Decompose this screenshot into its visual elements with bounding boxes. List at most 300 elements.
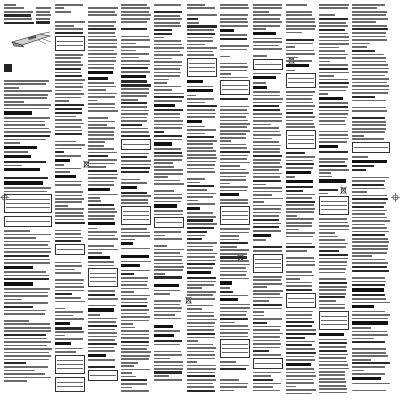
text-line (220, 25, 248, 27)
text-line (253, 48, 282, 50)
text-line (253, 113, 282, 115)
text-line (55, 219, 84, 221)
text-line (187, 368, 216, 370)
text-line (286, 211, 314, 213)
text-line (319, 278, 346, 280)
text-line (55, 108, 82, 110)
spec-table-row (57, 369, 83, 372)
text-line (154, 330, 180, 332)
text-line (352, 68, 389, 70)
text-line (220, 73, 231, 75)
paragraph-gap (352, 173, 390, 175)
text-line (352, 390, 386, 392)
text-line (220, 202, 248, 204)
text-line (253, 223, 281, 225)
text-line (187, 25, 217, 27)
text-line (88, 32, 115, 34)
text-line (187, 182, 200, 184)
text-line (286, 39, 314, 41)
text-line (154, 190, 174, 192)
text-line (286, 105, 315, 107)
text-line (154, 47, 184, 49)
text-line (220, 169, 246, 171)
text-line (352, 117, 385, 119)
text-line (4, 370, 35, 372)
text-line (4, 14, 31, 16)
text-line (352, 156, 368, 158)
text-line (88, 103, 115, 105)
text-line (352, 4, 385, 6)
text-line (187, 305, 213, 307)
text-line (352, 121, 386, 123)
text-line (319, 225, 349, 227)
text-line (121, 358, 149, 360)
spec-table (55, 355, 85, 374)
text-line (121, 270, 150, 272)
text-line (187, 164, 215, 166)
text-line (154, 51, 180, 53)
text-line (253, 4, 282, 6)
spec-table (187, 58, 217, 77)
text-line (220, 186, 248, 188)
text-line (286, 337, 305, 339)
text-line (220, 70, 247, 72)
text-line (352, 39, 387, 41)
text-line (253, 91, 280, 93)
text-line (4, 108, 49, 110)
paragraph-gap (55, 258, 85, 260)
text-line (253, 180, 281, 182)
text-line (55, 184, 81, 186)
text-line (286, 32, 302, 34)
spec-table (88, 268, 118, 287)
text-line (253, 329, 280, 331)
text-line (121, 7, 150, 9)
text-line (352, 210, 387, 212)
text-line (352, 202, 386, 204)
section-heading (88, 308, 114, 311)
text-line (187, 47, 217, 49)
text-line (352, 32, 386, 34)
text-line (220, 63, 247, 65)
text-line (220, 120, 248, 122)
text-line (36, 7, 51, 9)
text-line (352, 213, 385, 215)
text-line (154, 276, 182, 278)
text-line (319, 218, 347, 220)
text-line (55, 83, 83, 85)
section-heading (286, 180, 313, 183)
paragraph-gap (154, 280, 184, 282)
text-line (55, 191, 83, 193)
text-line (253, 293, 280, 295)
text-line (121, 277, 148, 279)
text-line (286, 243, 312, 245)
spec-table (4, 216, 52, 227)
text-line (55, 133, 82, 135)
section-heading (319, 179, 346, 182)
text-line (154, 358, 170, 360)
text-line (4, 97, 47, 99)
text-line (121, 390, 149, 392)
text-line (286, 25, 316, 27)
text-line (187, 168, 214, 170)
text-line (88, 321, 116, 323)
text-line (220, 246, 237, 248)
text-line (286, 329, 316, 331)
text-line (352, 331, 387, 333)
text-line (352, 252, 387, 254)
text-line (253, 300, 269, 302)
text-line (4, 135, 50, 137)
text-line (220, 329, 250, 331)
text-line (220, 56, 230, 58)
text-line (187, 242, 217, 244)
text-line (121, 376, 136, 378)
text-line (319, 239, 345, 241)
text-line (253, 18, 280, 20)
text-line (220, 253, 247, 255)
text-line (352, 298, 386, 300)
text-line (352, 241, 389, 243)
text-line (319, 57, 346, 59)
text-line (4, 320, 29, 322)
text-line (4, 11, 33, 13)
text-line (154, 152, 182, 154)
text-line (319, 361, 347, 363)
text-line (121, 135, 150, 137)
spec-table-row (222, 90, 248, 93)
text-line (121, 302, 148, 304)
section-heading (154, 334, 174, 337)
text-line (4, 161, 46, 163)
paragraph-gap (286, 35, 316, 37)
text-line (319, 113, 348, 115)
text-line (121, 327, 135, 329)
text-line (253, 215, 279, 217)
text-line (4, 94, 48, 96)
section-heading (319, 333, 344, 336)
text-line (88, 318, 117, 320)
text-line (121, 281, 148, 283)
text-line (121, 284, 147, 286)
text-line (286, 120, 313, 122)
spec-table (319, 196, 349, 215)
text-line (88, 67, 114, 69)
text-line (220, 165, 240, 167)
text-line (154, 300, 181, 302)
text-line (253, 109, 280, 111)
text-line (88, 64, 114, 66)
text-line (286, 389, 316, 391)
text-line (88, 57, 116, 59)
text-line (253, 326, 281, 328)
text-line (319, 161, 345, 163)
text-line (4, 380, 27, 382)
text-line (319, 268, 346, 270)
text-line (55, 130, 82, 132)
paragraph-gap (220, 11, 250, 13)
text-line (121, 11, 149, 13)
text-line (319, 282, 347, 284)
text-line (121, 351, 151, 353)
text-line (4, 177, 48, 179)
text-line (220, 291, 233, 293)
text-line (154, 89, 172, 91)
text-line (154, 18, 182, 20)
text-line (187, 185, 214, 187)
text-line (253, 201, 264, 203)
text-line (352, 348, 386, 350)
text-line (253, 131, 280, 133)
text-line (154, 96, 184, 98)
text-line (88, 197, 100, 199)
text-line (154, 269, 183, 271)
text-line (220, 295, 248, 297)
text-line (352, 245, 388, 247)
text-line (187, 238, 202, 240)
text-line (88, 336, 117, 338)
text-line (319, 296, 345, 298)
text-line (88, 43, 117, 45)
section-heading (187, 80, 203, 83)
text-line (154, 68, 180, 70)
text-line (88, 11, 115, 13)
text-line (319, 124, 346, 126)
text-line (319, 50, 345, 52)
spec-table (55, 377, 85, 392)
text-line (121, 305, 147, 307)
text-line (55, 72, 81, 74)
text-line (88, 184, 114, 186)
spec-table (121, 139, 151, 150)
text-line (4, 80, 49, 82)
text-line (220, 318, 248, 320)
text-line (253, 286, 267, 288)
text-line (36, 21, 50, 23)
text-column-1-body (4, 80, 52, 396)
text-line (88, 211, 117, 213)
text-line (154, 162, 173, 164)
text-line (286, 314, 312, 316)
text-line (286, 250, 307, 252)
text-line (220, 21, 248, 23)
text-line (88, 117, 108, 119)
text-line (55, 93, 84, 95)
text-line (154, 166, 174, 168)
text-column-7 (220, 4, 250, 396)
text-line (4, 131, 51, 133)
text-line (154, 75, 180, 77)
text-line (253, 283, 282, 285)
spec-table (121, 206, 151, 225)
text-line (286, 60, 312, 62)
section-heading (4, 146, 37, 149)
text-line (319, 18, 348, 20)
text-line (220, 140, 231, 142)
paragraph-gap (253, 52, 283, 54)
paragraph-gap (352, 114, 390, 116)
text-line (4, 187, 51, 189)
text-line (187, 277, 216, 279)
paragraph-gap (319, 275, 349, 277)
paragraph-gap (121, 32, 151, 34)
text-line (154, 344, 180, 346)
text-line (220, 155, 248, 157)
text-line (220, 133, 246, 135)
text-line (154, 256, 183, 258)
text-line (187, 291, 216, 293)
text-line (121, 80, 147, 82)
text-line (352, 43, 370, 45)
text-line (154, 82, 167, 84)
text-line (286, 325, 312, 327)
text-line (253, 28, 266, 30)
text-line (253, 386, 273, 388)
text-line (352, 46, 367, 48)
text-line (220, 336, 248, 338)
text-line (319, 4, 349, 6)
text-line (55, 104, 84, 106)
text-line (352, 284, 385, 286)
text-line (352, 198, 388, 200)
text-line (286, 197, 312, 199)
text-line (121, 295, 150, 297)
text-line (55, 4, 83, 6)
text-line (319, 22, 346, 24)
text-line (55, 11, 71, 13)
text-line (253, 390, 280, 392)
section-heading (352, 160, 387, 163)
text-line (154, 135, 182, 137)
text-line (55, 240, 81, 242)
text-line (187, 113, 216, 115)
text-column-10 (319, 4, 349, 396)
text-line (121, 156, 147, 158)
spec-table (220, 80, 250, 95)
text-line (286, 225, 312, 227)
text-line (319, 342, 347, 344)
text-line (319, 193, 328, 195)
text-line (121, 117, 147, 119)
text-line (4, 306, 33, 308)
text-line (319, 72, 349, 74)
text-line (319, 293, 346, 295)
text-line (220, 368, 246, 370)
paragraph-gap (55, 304, 85, 306)
text-line (352, 327, 371, 329)
text-line (88, 325, 117, 327)
text-line (220, 199, 248, 201)
text-line (55, 262, 81, 264)
text-line (4, 292, 48, 294)
text-line (4, 278, 49, 280)
text-line (121, 235, 150, 237)
text-line (220, 239, 239, 241)
text-line (319, 131, 348, 133)
registration-crosshair-icon (391, 193, 400, 202)
text-line (4, 275, 49, 277)
section-heading (4, 266, 33, 269)
text-line (319, 110, 349, 112)
text-line (253, 14, 281, 16)
text-line (352, 50, 375, 52)
text-line (121, 337, 149, 339)
text-line (55, 90, 81, 92)
section-heading (319, 145, 338, 148)
spec-table-row (6, 208, 50, 211)
text-line (154, 293, 170, 295)
text-line (4, 262, 50, 264)
text-line (55, 141, 76, 143)
text-line (88, 28, 116, 30)
text-column-4 (121, 4, 151, 396)
text-line (88, 21, 116, 23)
text-line (187, 337, 215, 339)
text-line (154, 131, 164, 133)
text-line (352, 180, 385, 182)
text-line (253, 25, 280, 27)
text-line (187, 235, 205, 237)
text-line (352, 25, 387, 27)
text-line (319, 307, 345, 309)
text-line (121, 330, 149, 332)
text-line (253, 7, 282, 9)
text-line (121, 71, 150, 73)
paragraph-gap (319, 127, 349, 129)
paragraph-gap (220, 102, 250, 104)
text-line (253, 176, 280, 178)
text-line (253, 162, 280, 164)
text-line (121, 153, 149, 155)
text-line (154, 124, 183, 126)
text-line (253, 226, 279, 228)
text-line (253, 372, 281, 374)
text-line (319, 357, 346, 359)
text-line (154, 29, 172, 31)
text-line (187, 319, 217, 321)
text-line (55, 151, 64, 153)
text-line (220, 383, 248, 385)
text-line (187, 386, 214, 388)
text-line (319, 176, 332, 178)
text-line (121, 92, 149, 94)
text-line (154, 113, 180, 115)
text-line (154, 79, 169, 81)
text-line (121, 120, 147, 122)
text-line (352, 165, 374, 167)
spec-table-row (255, 268, 281, 271)
section-heading (352, 321, 388, 324)
text-line (352, 138, 384, 140)
text-line (55, 68, 81, 70)
text-line (352, 255, 372, 257)
text-line (253, 82, 266, 84)
text-line (154, 307, 182, 309)
text-line (352, 266, 387, 268)
text-line (253, 134, 281, 136)
text-line (121, 341, 149, 343)
text-line (187, 37, 213, 39)
text-line (121, 124, 142, 126)
text-line (220, 322, 235, 324)
text-line (187, 354, 215, 356)
text-line (121, 57, 139, 59)
text-line (88, 252, 102, 254)
text-line (121, 84, 151, 86)
text-line (154, 155, 183, 157)
text-line (55, 144, 85, 146)
